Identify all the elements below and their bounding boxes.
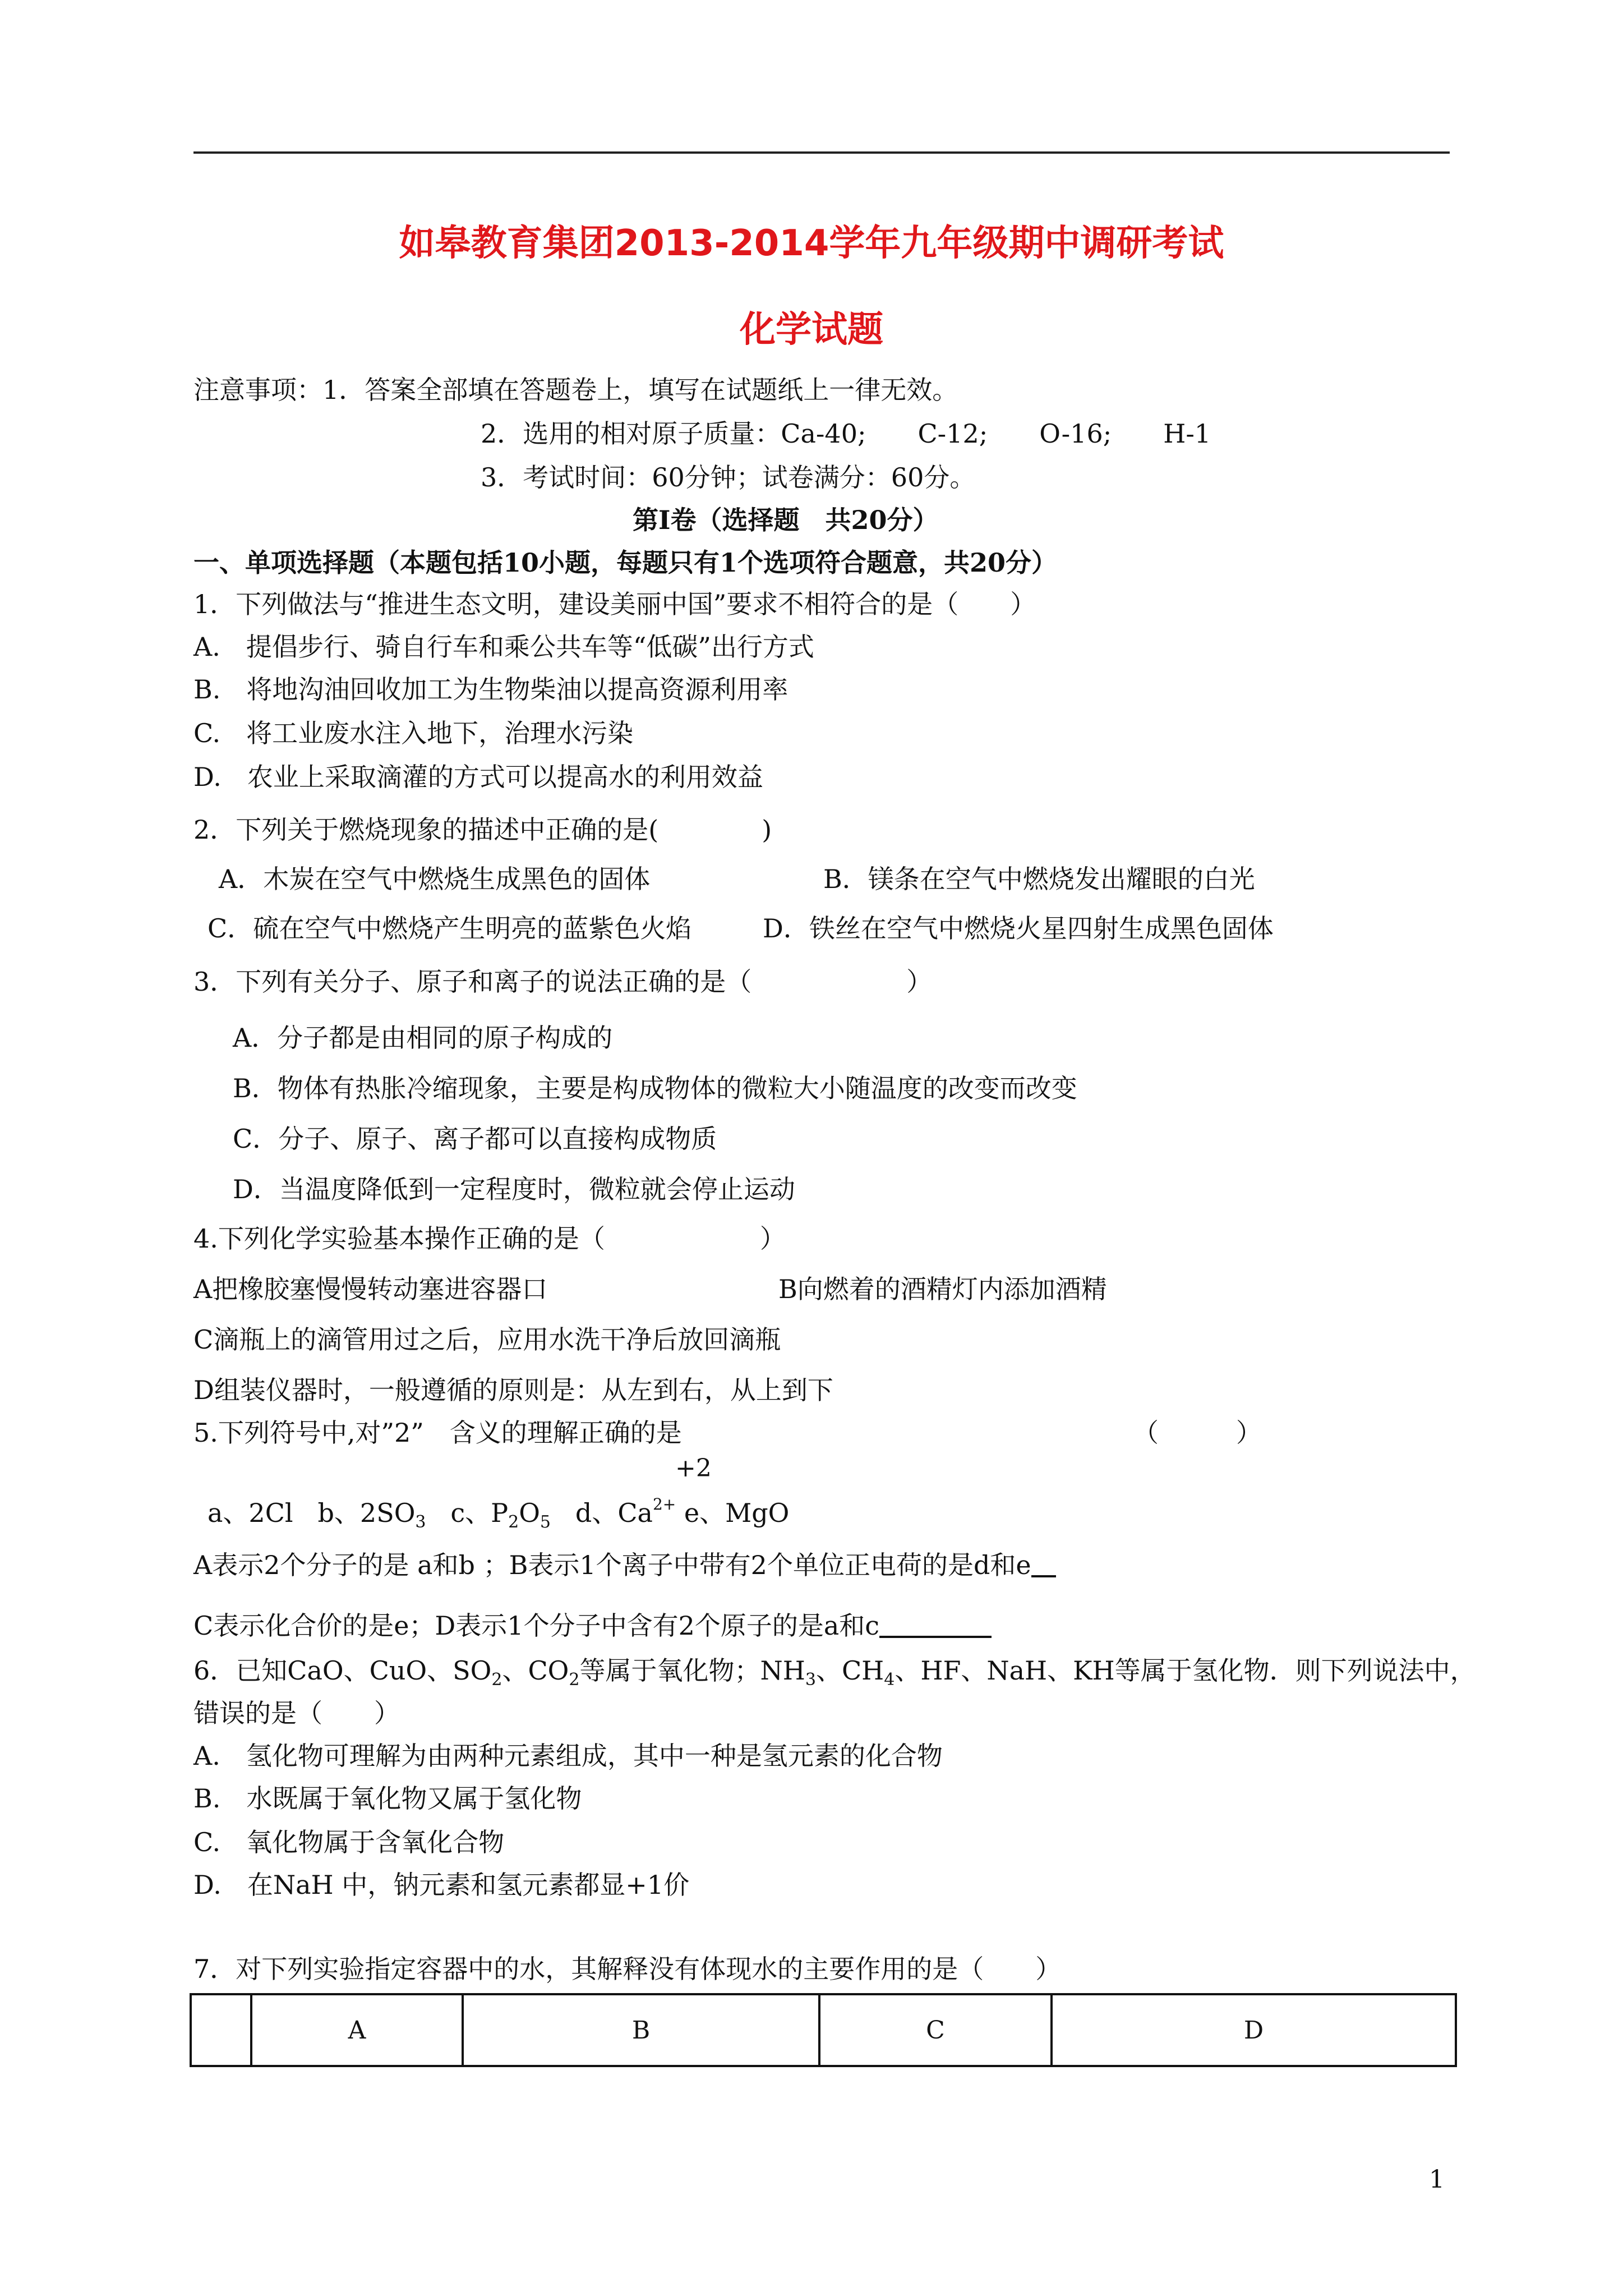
q5-stem: 5.下列符号中,对”2” 含义的理解正确的是 [193,1418,682,1448]
q5-symbol-e: e、MgO [684,1498,790,1528]
q1-option-c: C. 将工业废水注入地下，治理水污染 [193,718,634,748]
q2-stem: 2．下列关于燃烧现象的描述中正确的是( ) [193,815,772,845]
q5-symbol-c: c、$P_2O_5$ [450,1498,551,1532]
q6-option-c: C. 氧化物属于含氧化合物 [193,1827,505,1857]
section1-heading: 一、单项选择题（本题包括10小题，每题只有1个选项符合题意，共20分） [193,547,1058,578]
q5-symbols [208,1488,789,1539]
q5-symbol-d: d、$Ca^{2+}$ [575,1495,676,1528]
q7-col-c: C [819,1994,1052,2066]
q3-option-a: A．分子都是由相同的原子构成的 [233,1023,613,1053]
table-row [191,1994,1456,2066]
q6-option-d: D. 在NaH 中，钠元素和氢元素都显+1价 [193,1870,690,1900]
q4-option-d: D组装仪器时，一般遵循的原则是：从左到右，从上到下 [193,1375,833,1405]
header-rule [193,151,1450,154]
q3-option-d: D．当温度降低到一定程度时，微粒就会停止运动 [233,1174,795,1204]
q2-option-a: A．木炭在空气中燃烧生成黑色的固体 [219,864,651,894]
q3-option-b: B．物体有热胀冷缩现象，主要是构成物体的微粒大小随温度的改变而改变 [233,1073,1077,1103]
q6-stem-line-1: 6．已知CaO、CuO、$SO_2$、$CO_2$等属于氧化物；$NH_3$、$CH_4$、HF、NaH、KH等属于氢化物．则下列说法中， [193,1655,1476,1690]
q3-stem: 3．下列有关分子、原子和离子的说法正确的是（ ） [193,967,933,997]
q4-option-c: C滴瓶上的滴管用过之后，应用水洗干净后放回滴瓶 [193,1324,781,1355]
q5-valence-mark: +2 [675,1454,712,1483]
q1-option-b: B. 将地沟油回收加工为生物柴油以提高资源利用率 [193,674,789,705]
note-1: 1．答案全部填在答题卷上，填写在试题纸上一律无效。 [322,375,958,405]
q5-answer-bracket: （ ） [1133,1418,1262,1448]
q2-option-c: C．硫在空气中燃烧产生明亮的蓝紫色火焰 [208,913,692,944]
q7-col-b: B [463,1994,819,2066]
q4-stem: 4.下列化学实验基本操作正确的是（ ） [193,1223,786,1254]
q5-symbol-a: a、2Cl [208,1498,293,1528]
q7-stem: 7．对下列实验指定容器中的水，其解释没有体现水的主要作用的是（ ） [193,1954,1062,1984]
q5-options-cd: C表示化合价的是e；D表示1个分子中含有2个原子的是a和c [193,1609,992,1642]
q1-stem: 1．下列做法与“推进生态文明，建设美丽中国”要求不相符合的是（ ） [193,589,1036,619]
q5-options-ab: A表示2个分子的是 a和b ；B表示1个离子中带有2个单位正电荷的是d和e [193,1548,1056,1582]
exam-subtitle: 化学试题 [740,309,883,351]
note-3: 3．考试时间：60分钟；试卷满分：60分。 [481,462,976,493]
q7-blank-cell [191,1994,251,2066]
notes-label: 注意事项： [193,375,322,405]
q1-option-d: D. 农业上采取滴灌的方式可以提高水的利用效益 [193,762,763,792]
notes-line-1 [193,373,958,407]
q6-stem-line-2: 错误的是（ ） [193,1698,400,1728]
page-number: 1 [1429,2165,1445,2194]
part1-heading: 第Ⅰ卷（选择题 共20分） [633,505,939,535]
q7-col-a: A [251,1994,463,2066]
exam-title: 如皋教育集团2013-2014学年九年级期中调研考试 [399,223,1224,264]
q7-col-d: D [1052,1994,1456,2066]
q2-option-b: B．镁条在空气中燃烧发出耀眼的白光 [823,864,1255,894]
q4-option-a: A把橡胶塞慢慢转动塞进容器口 [193,1274,548,1304]
q6-option-a: A. 氢化物可理解为由两种元素组成，其中一种是氢元素的化合物 [193,1741,943,1771]
q1-option-a: A. 提倡步行、骑自行车和乘公共车等“低碳”出行方式 [193,632,814,662]
q3-option-c: C．分子、原子、离子都可以直接构成物质 [233,1124,717,1154]
q2-option-d: D．铁丝在空气中燃烧火星四射生成黑色固体 [763,913,1274,944]
q6-option-b: B. 水既属于氧化物又属于氢化物 [193,1783,582,1814]
q5-symbol-b: b、$2SO_3$ [317,1498,426,1532]
q7-options-table [190,1993,1457,2067]
note-2: 2．选用的相对原子质量：Ca-40; C-12; O-16; H-1 [481,418,1211,449]
q4-option-b: B向燃着的酒精灯内添加酒精 [778,1274,1107,1304]
